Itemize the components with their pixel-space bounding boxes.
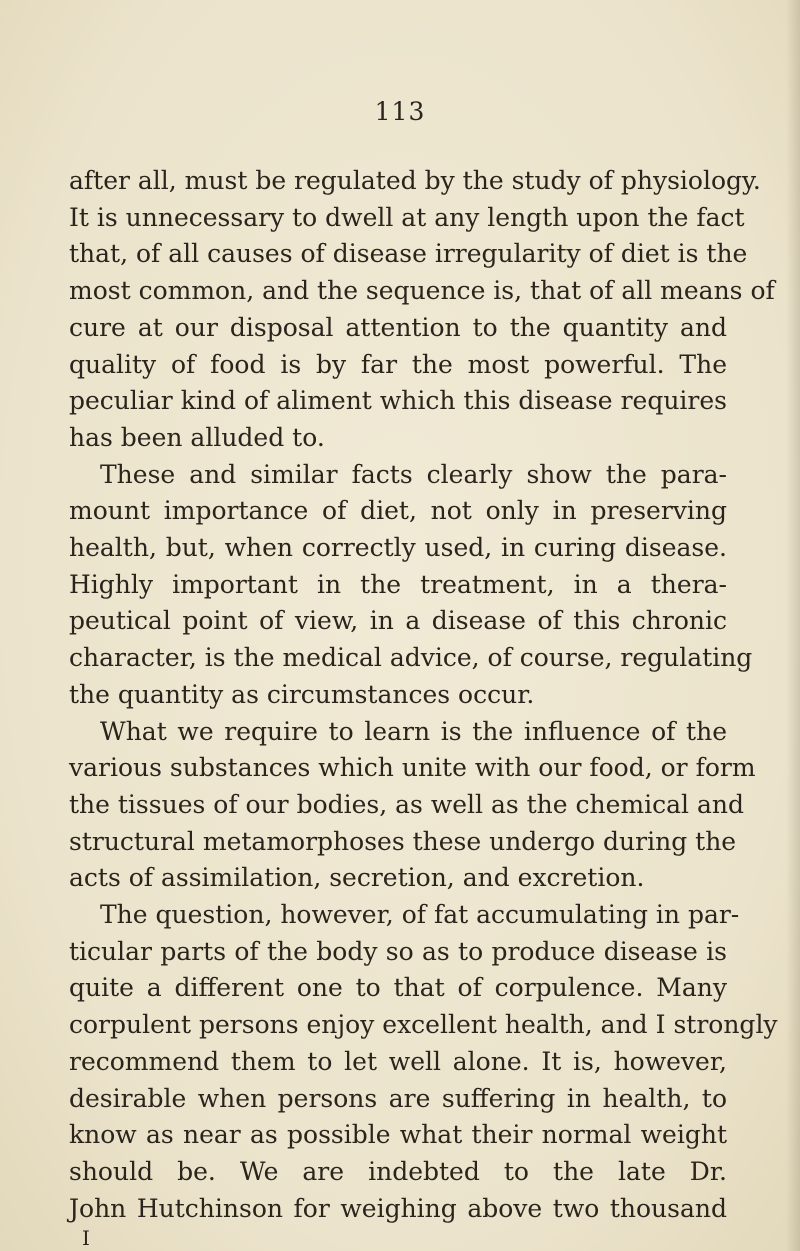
text-line: peculiar kind of aliment which this disease requires: [69, 386, 727, 416]
text-line: cure at our disposal attention to the quantity and: [69, 312, 727, 342]
signature-mark: I: [82, 1226, 90, 1251]
text-line: after all, must be regulated by the study of physiology.: [69, 166, 761, 195]
text-line: the tissues of our bodies, as well as the chemical and: [69, 789, 744, 819]
text-line: quite a different one to that of corpulence. Many: [69, 973, 727, 1003]
text-line: know as near as possible what their normal weight: [69, 1120, 727, 1150]
text-line: John Hutchinson for weighing above two thousand: [69, 1193, 727, 1223]
text-line: desirable when persons are suffering in health, to: [69, 1083, 727, 1113]
text-line: the quantity as circumstances occur.: [69, 679, 535, 709]
text-line: recommend them to let well alone. It is, however,: [69, 1046, 727, 1076]
text-line: It is unnecessary to dwell at any length upon the fact: [69, 202, 745, 232]
text-line: structural metamorphoses these undergo during the: [69, 826, 737, 856]
text-line: has been alluded to.: [69, 422, 325, 452]
text-line: ticular parts of the body so as to produce disease is: [69, 936, 727, 966]
text-line: health, but, when correctly used, in curing disease.: [69, 533, 727, 562]
page-number: 113: [374, 97, 426, 126]
text-line: These and similar facts clearly show the para-: [100, 459, 727, 489]
page-edge-shadow: [786, 0, 800, 1251]
text-line: acts of assimilation, secretion, and excretion.: [69, 863, 645, 893]
text-line: various substances which unite with our food, or form: [69, 753, 756, 783]
text-line: Highly important in the treatment, in a thera-: [69, 569, 727, 599]
text-line: that, of all causes of disease irregularity of diet is the: [69, 239, 748, 269]
text-line: The question, however, of fat accumulating in par-: [100, 900, 740, 929]
text-line: should be. We are indebted to the late Dr.: [69, 1156, 727, 1186]
text-line: corpulent persons enjoy excellent health, and I strongly: [69, 1010, 778, 1040]
text-line: most common, and the sequence is, that of all means of: [69, 276, 775, 306]
text-line: character, is the medical advice, of course, regulating: [69, 643, 753, 673]
text-line: peutical point of view, in a disease of this chronic: [69, 606, 727, 636]
text-line: mount importance of diet, not only in preserving: [69, 496, 727, 526]
text-line: What we require to learn is the influence of the: [100, 716, 727, 746]
text-line: quality of food is by far the most powerful. The: [69, 349, 727, 379]
